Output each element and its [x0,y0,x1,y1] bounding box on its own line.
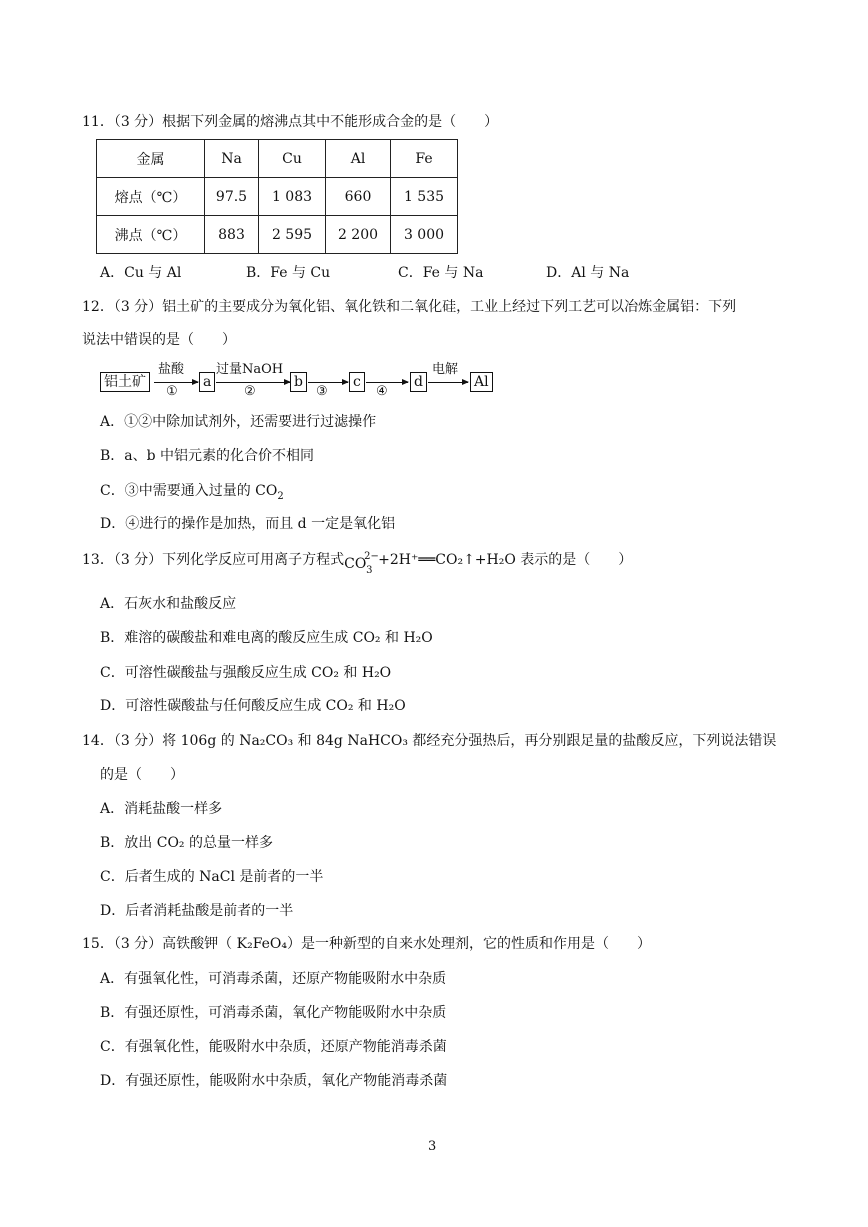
q11-option-c[interactable]: C．Fe 与 Na [398,265,484,281]
table-cell: 1 083 [259,178,326,216]
q15-stem: 15．（3 分）高铁酸钾（ K₂FeO₄）是一种新型的自来水处理剂，它的性质和作用是（ ） [82,936,652,952]
table-cell: Na [205,140,259,178]
q12-option-c-text: C．③中需要通入过量的 CO [100,483,278,499]
q15-option-c[interactable]: C．有强氧化性，能吸附水中杂质，还原产物能消毒杀菌 [100,1039,447,1055]
q13-option-d[interactable]: D．可溶性碳酸盐与任何酸反应生成 CO₂ 和 H₂O [100,698,406,714]
table-cell: 金属 [97,140,205,178]
table-cell: 沸点（℃） [97,216,205,254]
ion-subscript: 3 [366,565,373,576]
flow-box-end: Al [470,372,493,392]
process-flow-diagram [100,362,500,402]
q14-option-a[interactable]: A．消耗盐酸一样多 [100,801,223,817]
q15-option-d[interactable]: D．有强还原性，能吸附水中杂质，氧化产物能消毒杀菌 [100,1073,448,1089]
flow-step-2: ② [244,384,256,399]
q11-option-b[interactable]: B．Fe 与 Cu [246,265,331,281]
q15-option-b[interactable]: B．有强还原性，可消毒杀菌，氧化产物能吸附水中杂质 [100,1005,447,1021]
q14-stem-line2: 的是（ ） [100,767,184,783]
q12-stem-line1: 12．（3 分）铝土矿的主要成分为氧化铝、氧化铁和二氧化硅，工业上经过下列工艺可以冶炼金属铝：下列 [82,299,737,315]
table-header-row [97,140,458,178]
q12-stem-line2: 说法中错误的是（ ） [82,332,236,348]
table-cell: 660 [326,178,391,216]
page-number: 3 [428,1139,437,1154]
q14-option-c[interactable]: C．后者生成的 NaCl 是前者的一半 [100,869,324,885]
q13-option-c[interactable]: C．可溶性碳酸盐与强酸反应生成 CO₂ 和 H₂O [100,665,392,681]
table-cell: Fe [391,140,458,178]
q11-options [100,263,660,283]
q13-stem-prefix: 13．（3 分）下列化学反应可用离子方程式 [82,552,345,568]
table-cell: 熔点（℃） [97,178,205,216]
table-cell: 2 595 [259,216,326,254]
flow-label-1: 盐酸 [158,362,185,377]
table-cell: Cu [259,140,326,178]
q13-stem [82,550,633,576]
carbonate-ion [344,550,379,576]
q15-option-a[interactable]: A．有强氧化性，可消毒杀菌，还原产物能吸附水中杂质 [100,971,447,987]
q14-stem-line1: 14．（3 分）将 106g 的 Na₂CO₃ 和 84g NaHCO₃ 都经充分强热后，再分别跟足量的盐酸反应，下列说法错误 [82,733,777,749]
flow-arrow-4 [366,382,408,383]
table-cell: 1 535 [391,178,458,216]
flow-arrow-2 [216,382,290,383]
q13-stem-suffix: +2H⁺══CO₂↑+H₂O 表示的是（ ） [378,552,633,568]
ion-charge: 2− [364,551,379,562]
q12-option-b[interactable]: B．a、b 中铝元素的化合价不相同 [100,448,315,464]
q11-option-d[interactable]: D．Al 与 Na [546,265,630,281]
flow-box-d: d [410,372,427,392]
flow-step-1: ① [166,384,178,399]
table-cell: 2 200 [326,216,391,254]
flow-step-4: ④ [376,384,388,399]
flow-arrow-1 [154,382,198,383]
q11-stem: 11．（3 分）根据下列金属的熔沸点其中不能形成合金的是（ ） [82,114,499,130]
flow-label-2: 过量NaOH [216,362,284,377]
ion-base: CO [344,556,367,572]
q11-option-a[interactable]: A．Cu 与 Al [100,265,182,281]
table-row [97,178,458,216]
q12-option-c-subscript: 2 [277,490,284,502]
flow-arrow-3 [308,382,348,383]
flow-box-start: 铝土矿 [100,372,150,392]
q14-option-d[interactable]: D．后者消耗盐酸是前者的一半 [100,903,294,919]
table-cell: 3 000 [391,216,458,254]
q12-option-a[interactable]: A．①②中除加试剂外，还需要进行过滤操作 [100,414,377,430]
flow-step-3: ③ [316,384,328,399]
flow-label-5: 电解 [432,362,459,377]
flow-arrow-5 [428,382,468,383]
table-cell: Al [326,140,391,178]
flow-box-c: c [349,372,365,392]
q13-option-a[interactable]: A．石灰水和盐酸反应 [100,596,237,612]
flow-box-a: a [199,372,215,392]
table-row [97,216,458,254]
table-cell: 883 [205,216,259,254]
metals-table [96,139,458,254]
flow-box-b: b [290,372,307,392]
table-cell: 97.5 [205,178,259,216]
q12-option-c[interactable] [100,481,284,507]
q13-option-b[interactable]: B．难溶的碳酸盐和难电离的酸反应生成 CO₂ 和 H₂O [100,630,433,646]
q12-option-d[interactable]: D．④进行的操作是加热，而且 d 一定是氧化铝 [100,516,396,532]
q14-option-b[interactable]: B．放出 CO₂ 的总量一样多 [100,835,273,851]
